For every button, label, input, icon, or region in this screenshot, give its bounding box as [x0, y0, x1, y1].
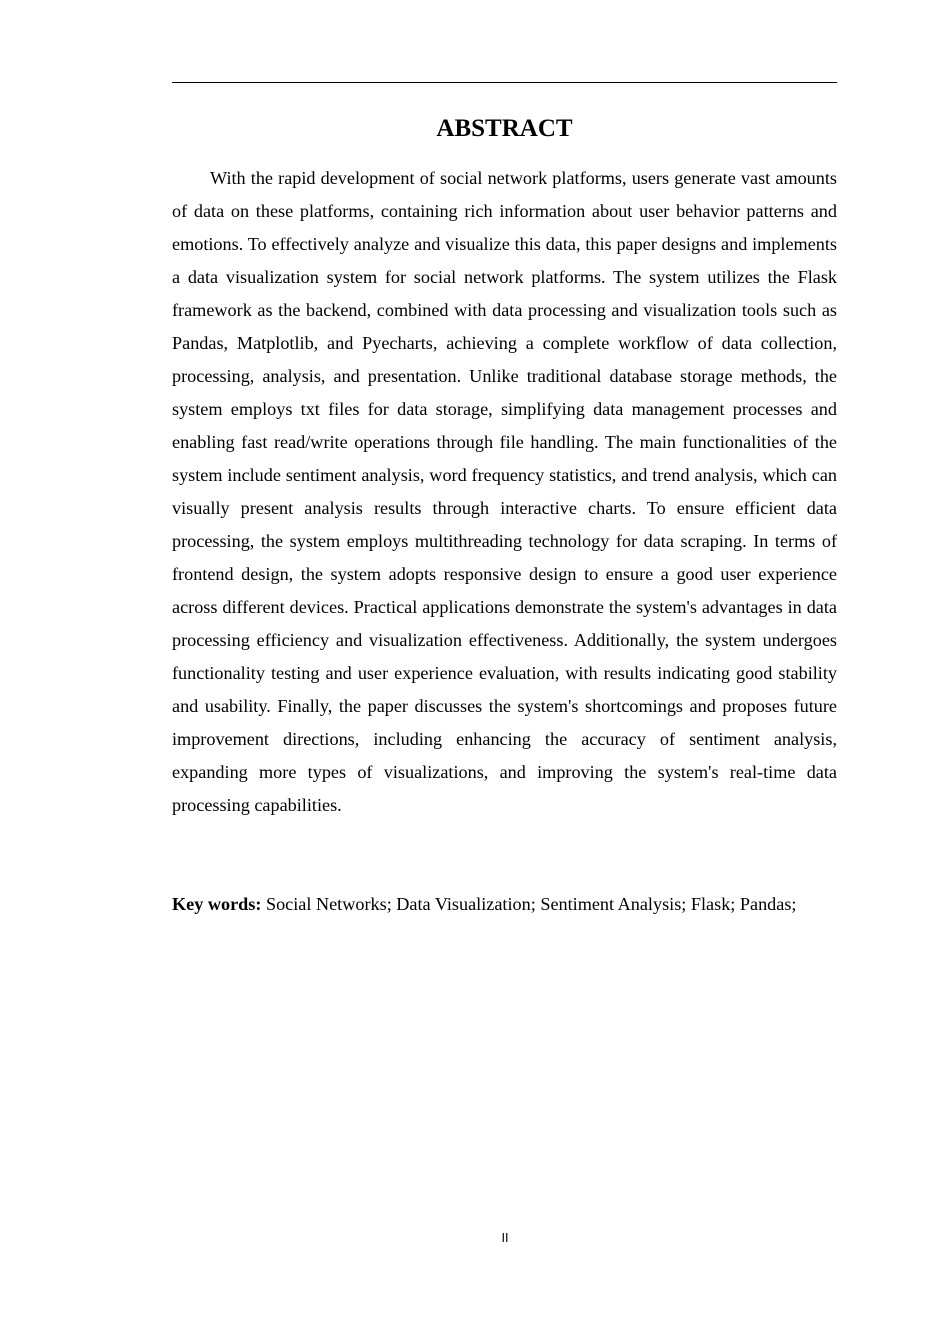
abstract-body: With the rapid development of social network platforms, users generate vast amounts of data on these platforms, containing rich information about user behavior patterns and emotions. To effectively analyze and visualize this data, this paper designs and implements a data visualization system for social network platforms. The system utilizes the Flask framework as the backend, combined with data processing and visualization tools such as Pandas, Matplotlib, and Pyecharts, achieving a complete workflow of data collection, processing, analysis, and presentation. Unlike traditional database storage methods, the system employs txt files for data storage, simplifying data management processes and enabling fast read/write operations through file handling. The main functionalities of the system include sentiment analysis, word frequency statistics, and trend analysis, which can visually present analysis results through interactive charts. To ensure efficient data processing, the system employs multithreading technology for data scraping. In terms of frontend design, the system adopts responsive design to ensure a good user experience across different devices. Practical applications demonstrate the system's advantages in data processing efficiency and visualization effectiveness. Additionally, the system undergoes functionality testing and user experience evaluation, with results indicating good stability and usability. Finally, the paper discusses the system's shortcomings and proposes future improvement directions, including enhancing the accuracy of sentiment analysis, expanding more types of visualizations, and improving the system's real-time data processing capabilities.: [172, 168, 837, 815]
keywords-label: Key words:: [172, 894, 262, 914]
header-rule: [172, 82, 837, 83]
keywords-list: Social Networks; Data Visualization; Sentiment Analysis; Flask; Pandas;: [265, 894, 797, 914]
keywords-line: [172, 888, 837, 921]
abstract-title: ABSTRACT: [436, 115, 573, 142]
page-number: II: [501, 1231, 509, 1245]
